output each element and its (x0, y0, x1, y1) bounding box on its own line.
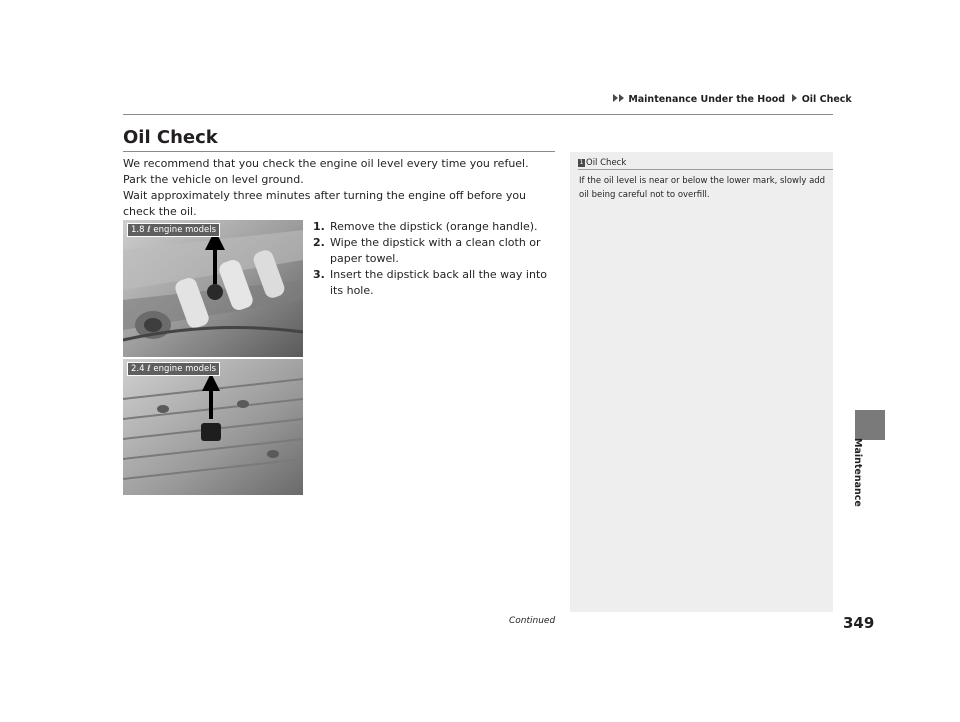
breadcrumb-section[interactable]: Maintenance Under the Hood (628, 94, 786, 105)
step-item (313, 235, 553, 267)
page-title: Oil Check (123, 127, 218, 148)
note-rule (578, 169, 833, 170)
header-rule (123, 114, 833, 115)
breadcrumb-page[interactable]: Oil Check (801, 94, 852, 105)
engine-illustration (123, 220, 303, 357)
step-text: Wipe the dipstick with a clean cloth or paper towel. (330, 236, 541, 265)
page-number: 349 (843, 614, 875, 632)
step-number: 3. (313, 268, 325, 281)
image-label: 2.4 ℓ engine models (127, 362, 220, 376)
section-tab-label (849, 438, 869, 508)
step-item (313, 219, 553, 235)
note-title (578, 158, 626, 168)
step-number: 1. (313, 220, 325, 233)
note-title-text: Oil Check (586, 158, 627, 168)
continued-label: Continued (509, 616, 556, 626)
paragraph: Wait approximately three minutes after turning the engine off before you check the oil. (123, 189, 527, 218)
engine-photo-2-4l (123, 359, 303, 495)
step-text: Insert the dipstick back all the way into its hole. (330, 268, 547, 297)
breadcrumb-arrow-icon (619, 94, 624, 102)
breadcrumb-arrow-icon (613, 94, 618, 102)
title-rule (123, 151, 555, 152)
breadcrumb (613, 94, 852, 105)
paragraph: We recommend that you check the engine oil level every time you refuel. (123, 157, 529, 170)
paragraph: Park the vehicle on level ground. (123, 173, 304, 186)
step-list (313, 219, 553, 299)
image-label: 1.8 ℓ engine models (127, 223, 220, 237)
section-tab-text: Maintenance (852, 438, 863, 507)
note-text: If the oil level is near or below the lower mark, slowly add oil being careful not to overfill. (579, 176, 826, 200)
step-text: Remove the dipstick (orange handle). (330, 220, 538, 233)
step-number: 2. (313, 236, 325, 249)
section-tab (855, 410, 885, 440)
engine-photo-1-8l (123, 220, 303, 357)
note-number-badge: 1 (579, 159, 584, 166)
note-panel (570, 152, 833, 612)
step-item (313, 267, 553, 299)
intro-text (123, 156, 558, 220)
engine-illustration (123, 359, 303, 495)
breadcrumb-arrow-icon (792, 94, 797, 102)
